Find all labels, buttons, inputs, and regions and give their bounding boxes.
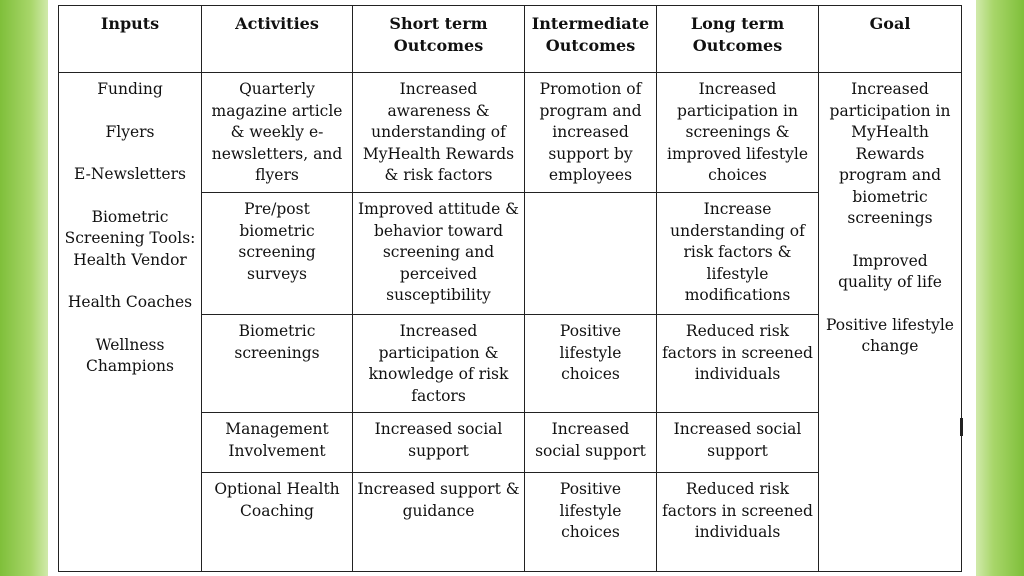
slide <box>48 0 976 576</box>
input-item: Health Coaches <box>67 293 193 311</box>
intermediate-cell: Positive lifestyle choices <box>525 473 657 572</box>
activity-cell: Pre/post biometric screening surveys <box>202 193 353 315</box>
input-item: E-Newsletters <box>74 165 186 183</box>
goal-item: Positive lifestyle change <box>826 315 954 355</box>
header-activities: Activities <box>202 6 353 73</box>
activity-cell: Quarterly magazine article & weekly e-newsletters, and flyers <box>202 73 353 193</box>
input-item: Funding <box>97 80 163 98</box>
activity-cell: Biometric screenings <box>202 315 353 413</box>
logic-model-table <box>58 5 962 572</box>
intermediate-cell: Promotion of program and increased support by employees <box>525 73 657 193</box>
short-term-cell: Increased social support <box>353 413 525 473</box>
intermediate-cell: Positive lifestyle choices <box>525 315 657 413</box>
long-term-cell: Increased participation in screenings & improved lifestyle choices <box>657 73 819 193</box>
input-item: Wellness Champions <box>86 335 174 375</box>
header-intermediate: Intermediate Outcomes <box>525 6 657 73</box>
header-long-term: Long term Outcomes <box>657 6 819 73</box>
header-row <box>59 6 962 73</box>
edge-mark <box>960 418 963 436</box>
short-term-cell: Increased awareness & understanding of MyHealth Rewards & risk factors <box>353 73 525 193</box>
activity-cell: Management Involvement <box>202 413 353 473</box>
long-term-cell: Increase understanding of risk factors & lifestyle modifications <box>657 193 819 315</box>
goal-item: Increased participation in MyHealth Rewards program and biometric screenings <box>829 80 951 227</box>
input-item: Flyers <box>105 122 155 141</box>
short-term-cell: Increased participation & knowledge of risk factors <box>353 315 525 413</box>
header-short-term: Short term Outcomes <box>353 6 525 73</box>
short-term-cell: Improved attitude & behavior toward screening and perceived susceptibility <box>353 193 525 315</box>
header-goal: Goal <box>819 6 962 73</box>
activity-cell: Optional Health Coaching <box>202 473 353 572</box>
inputs-cell <box>59 73 202 572</box>
table-row <box>59 73 962 193</box>
header-inputs: Inputs <box>59 6 202 73</box>
long-term-cell: Reduced risk factors in screened individuals <box>657 315 819 413</box>
goal-item: Improved quality of life <box>838 251 942 291</box>
intermediate-cell <box>525 193 657 315</box>
long-term-cell: Increased social support <box>657 413 819 473</box>
long-term-cell: Reduced risk factors in screened individuals <box>657 473 819 572</box>
intermediate-cell: Increased social support <box>525 413 657 473</box>
input-item: Biometric Screening Tools: Health Vendor <box>64 207 196 269</box>
short-term-cell: Increased support & guidance <box>353 473 525 572</box>
goal-cell <box>819 73 962 572</box>
